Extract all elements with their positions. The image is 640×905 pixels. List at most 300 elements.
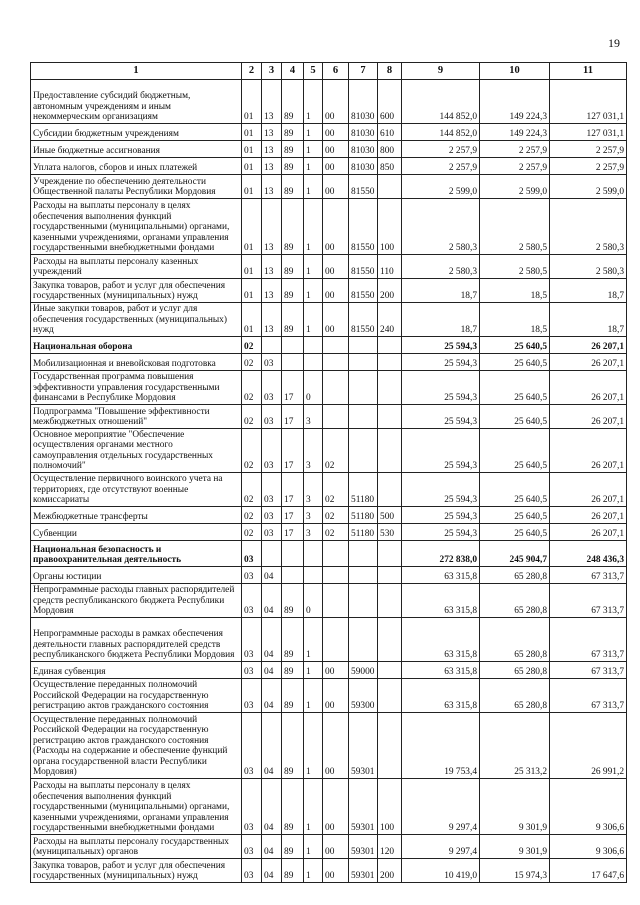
code-cell bbox=[378, 175, 402, 199]
code-cell bbox=[323, 618, 349, 662]
amount-cell: 67 313,7 bbox=[550, 618, 627, 662]
code-cell: 00 bbox=[323, 779, 349, 835]
code-cell: 04 bbox=[262, 584, 282, 618]
code-cell bbox=[282, 567, 304, 584]
row-label: Субвенции bbox=[31, 524, 242, 541]
code-cell: 13 bbox=[262, 303, 282, 337]
code-cell: 3 bbox=[304, 405, 323, 429]
code-cell: 1 bbox=[304, 713, 323, 779]
code-cell: 3 bbox=[304, 429, 323, 473]
code-cell: 00 bbox=[323, 713, 349, 779]
code-cell bbox=[378, 662, 402, 679]
code-cell: 17 bbox=[282, 429, 304, 473]
code-cell: 120 bbox=[378, 835, 402, 859]
code-cell: 03 bbox=[262, 507, 282, 524]
amount-cell: 26 207,1 bbox=[550, 354, 627, 371]
code-cell: 01 bbox=[242, 124, 262, 141]
table-row bbox=[31, 584, 627, 618]
code-cell bbox=[323, 541, 349, 567]
code-cell: 13 bbox=[262, 124, 282, 141]
code-cell: 01 bbox=[242, 303, 262, 337]
amount-cell: 67 313,7 bbox=[550, 584, 627, 618]
amount-cell: 2 580,3 bbox=[402, 255, 480, 279]
code-cell bbox=[282, 354, 304, 371]
amount-cell: 65 280,8 bbox=[480, 679, 550, 713]
amount-cell: 26 207,1 bbox=[550, 371, 627, 405]
amount-cell: 17 647,6 bbox=[550, 859, 627, 883]
code-cell: 00 bbox=[323, 175, 349, 199]
row-label: Расходы на выплаты персоналу в целях обеспечения выполнения функций государственными (муниципальными) органами, казенными учреждениями, органами управления государственными внебюджетными фондами bbox=[31, 199, 242, 255]
code-cell: 850 bbox=[378, 158, 402, 175]
code-cell: 110 bbox=[378, 255, 402, 279]
code-cell bbox=[282, 337, 304, 354]
code-cell: 00 bbox=[323, 662, 349, 679]
code-cell: 13 bbox=[262, 80, 282, 124]
row-label: Субсидии бюджетным учреждениям bbox=[31, 124, 242, 141]
code-cell: 530 bbox=[378, 524, 402, 541]
code-cell: 00 bbox=[323, 835, 349, 859]
code-cell bbox=[323, 337, 349, 354]
column-header-5: 5 bbox=[304, 63, 323, 80]
amount-cell: 15 974,3 bbox=[480, 859, 550, 883]
table-row bbox=[31, 199, 627, 255]
code-cell bbox=[378, 371, 402, 405]
code-cell bbox=[378, 584, 402, 618]
code-cell: 51180 bbox=[349, 507, 378, 524]
header-row bbox=[31, 63, 627, 80]
code-cell bbox=[323, 354, 349, 371]
code-cell: 13 bbox=[262, 279, 282, 303]
table-row bbox=[31, 175, 627, 199]
column-header-6: 6 bbox=[323, 63, 349, 80]
amount-cell: 25 313,2 bbox=[480, 713, 550, 779]
amount-cell: 67 313,7 bbox=[550, 679, 627, 713]
code-cell: 13 bbox=[262, 158, 282, 175]
code-cell: 600 bbox=[378, 80, 402, 124]
amount-cell: 25 594,3 bbox=[402, 354, 480, 371]
row-label: Непрограммные расходы главных распорядителей средств республиканского бюджета Республики Мордовия bbox=[31, 584, 242, 618]
amount-cell: 25 594,3 bbox=[402, 524, 480, 541]
amount-cell: 25 594,3 bbox=[402, 337, 480, 354]
code-cell bbox=[262, 337, 282, 354]
code-cell: 00 bbox=[323, 158, 349, 175]
code-cell: 17 bbox=[282, 371, 304, 405]
amount-cell: 25 640,5 bbox=[480, 405, 550, 429]
amount-cell: 63 315,8 bbox=[402, 567, 480, 584]
table-row bbox=[31, 567, 627, 584]
table-row bbox=[31, 618, 627, 662]
table-row bbox=[31, 354, 627, 371]
code-cell: 02 bbox=[323, 524, 349, 541]
amount-cell: 65 280,8 bbox=[480, 662, 550, 679]
row-label: Предоставление субсидий бюджетным, автономным учреждениям и иным некоммерческим организациям bbox=[31, 80, 242, 124]
column-header-11: 11 bbox=[550, 63, 627, 80]
amount-cell: 248 436,3 bbox=[550, 541, 627, 567]
code-cell: 3 bbox=[304, 473, 323, 507]
code-cell: 03 bbox=[262, 524, 282, 541]
code-cell bbox=[323, 371, 349, 405]
code-cell: 01 bbox=[242, 158, 262, 175]
code-cell: 02 bbox=[323, 473, 349, 507]
amount-cell: 2 580,3 bbox=[402, 199, 480, 255]
amount-cell: 25 640,5 bbox=[480, 473, 550, 507]
row-label: Расходы на выплаты персоналу казенных учреждений bbox=[31, 255, 242, 279]
code-cell: 81550 bbox=[349, 255, 378, 279]
code-cell: 04 bbox=[262, 779, 282, 835]
code-cell: 04 bbox=[262, 567, 282, 584]
code-cell bbox=[304, 567, 323, 584]
table-row bbox=[31, 429, 627, 473]
column-header-8: 8 bbox=[378, 63, 402, 80]
code-cell: 59300 bbox=[349, 679, 378, 713]
amount-cell: 25 640,5 bbox=[480, 371, 550, 405]
amount-cell: 149 224,3 bbox=[480, 80, 550, 124]
code-cell: 89 bbox=[282, 199, 304, 255]
table-row bbox=[31, 405, 627, 429]
code-cell: 02 bbox=[242, 371, 262, 405]
table-row bbox=[31, 473, 627, 507]
table-row bbox=[31, 662, 627, 679]
code-cell: 03 bbox=[242, 713, 262, 779]
amount-cell: 9 301,9 bbox=[480, 835, 550, 859]
row-label: Основное мероприятие "Обеспечение осуществления органами местного самоуправления отдельных государственных полномочий" bbox=[31, 429, 242, 473]
table-row bbox=[31, 371, 627, 405]
code-cell: 89 bbox=[282, 618, 304, 662]
code-cell bbox=[262, 541, 282, 567]
row-label: Национальная оборона bbox=[31, 337, 242, 354]
code-cell bbox=[349, 371, 378, 405]
code-cell: 01 bbox=[242, 141, 262, 158]
code-cell: 00 bbox=[323, 859, 349, 883]
row-label: Подпрограмма "Повышение эффективности межбюджетных отношений" bbox=[31, 405, 242, 429]
amount-cell: 67 313,7 bbox=[550, 567, 627, 584]
amount-cell: 9 301,9 bbox=[480, 779, 550, 835]
code-cell: 03 bbox=[262, 429, 282, 473]
code-cell: 02 bbox=[242, 524, 262, 541]
code-cell: 51180 bbox=[349, 524, 378, 541]
row-label: Единая субвенция bbox=[31, 662, 242, 679]
amount-cell: 26 207,1 bbox=[550, 405, 627, 429]
code-cell: 89 bbox=[282, 175, 304, 199]
code-cell: 59301 bbox=[349, 859, 378, 883]
row-label: Мобилизационная и вневойсковая подготовка bbox=[31, 354, 242, 371]
row-label: Закупка товаров, работ и услуг для обеспечения государственных (муниципальных) нужд bbox=[31, 859, 242, 883]
row-label: Осуществление переданных полномочий Российской Федерации на государственную регистрацию актов гражданского состояния bbox=[31, 679, 242, 713]
code-cell: 81030 bbox=[349, 80, 378, 124]
code-cell bbox=[282, 541, 304, 567]
row-label: Осуществление переданных полномочий Российской Федерации на государственную регистрацию актов гражданского состояния (Расходы на содержание и обеспечение функций органа государственной власти Республики Мордовия) bbox=[31, 713, 242, 779]
code-cell: 01 bbox=[242, 279, 262, 303]
code-cell: 01 bbox=[242, 80, 262, 124]
table-row bbox=[31, 337, 627, 354]
code-cell: 89 bbox=[282, 303, 304, 337]
code-cell: 01 bbox=[242, 175, 262, 199]
row-label: Расходы на выплаты персоналу в целях обеспечения выполнения функций государственными (муниципальными) органами, казенными учреждениями, органами управления государственными внебюджетными фондами bbox=[31, 779, 242, 835]
amount-cell: 26 207,1 bbox=[550, 507, 627, 524]
code-cell: 13 bbox=[262, 141, 282, 158]
amount-cell: 26 991,2 bbox=[550, 713, 627, 779]
table-row bbox=[31, 713, 627, 779]
code-cell bbox=[349, 429, 378, 473]
amount-cell: 2 580,3 bbox=[550, 199, 627, 255]
code-cell: 02 bbox=[242, 354, 262, 371]
code-cell: 03 bbox=[242, 618, 262, 662]
row-label: Иные бюджетные ассигнования bbox=[31, 141, 242, 158]
table-row bbox=[31, 279, 627, 303]
amount-cell: 149 224,3 bbox=[480, 124, 550, 141]
code-cell: 1 bbox=[304, 679, 323, 713]
amount-cell: 63 315,8 bbox=[402, 662, 480, 679]
code-cell bbox=[378, 618, 402, 662]
code-cell bbox=[378, 541, 402, 567]
code-cell: 89 bbox=[282, 859, 304, 883]
code-cell: 240 bbox=[378, 303, 402, 337]
code-cell bbox=[349, 567, 378, 584]
code-cell: 1 bbox=[304, 859, 323, 883]
code-cell: 04 bbox=[262, 618, 282, 662]
table-row bbox=[31, 835, 627, 859]
code-cell bbox=[378, 713, 402, 779]
column-header-9: 9 bbox=[402, 63, 480, 80]
row-label: Закупка товаров, работ и услуг для обеспечения государственных (муниципальных) нужд bbox=[31, 279, 242, 303]
amount-cell: 2 257,9 bbox=[480, 141, 550, 158]
amount-cell: 2 599,0 bbox=[402, 175, 480, 199]
table-row bbox=[31, 859, 627, 883]
code-cell: 03 bbox=[242, 662, 262, 679]
row-label: Национальная безопасность и правоохранительная деятельность bbox=[31, 541, 242, 567]
column-header-1: 1 bbox=[31, 63, 242, 80]
amount-cell: 25 594,3 bbox=[402, 371, 480, 405]
code-cell: 03 bbox=[242, 779, 262, 835]
row-label: Государственная программа повышения эффективности управления государственными финансами в Республике Мордовия bbox=[31, 371, 242, 405]
code-cell bbox=[378, 473, 402, 507]
row-label: Межбюджетные трансферты bbox=[31, 507, 242, 524]
code-cell bbox=[349, 354, 378, 371]
amount-cell: 25 594,3 bbox=[402, 507, 480, 524]
code-cell: 03 bbox=[242, 584, 262, 618]
amount-cell: 144 852,0 bbox=[402, 124, 480, 141]
code-cell: 02 bbox=[242, 507, 262, 524]
code-cell bbox=[349, 584, 378, 618]
code-cell bbox=[323, 567, 349, 584]
page-number: 19 bbox=[608, 36, 620, 50]
code-cell: 04 bbox=[262, 679, 282, 713]
code-cell: 03 bbox=[242, 567, 262, 584]
code-cell: 00 bbox=[323, 679, 349, 713]
code-cell: 81030 bbox=[349, 124, 378, 141]
code-cell: 500 bbox=[378, 507, 402, 524]
code-cell: 1 bbox=[304, 141, 323, 158]
amount-cell: 9 306,6 bbox=[550, 835, 627, 859]
code-cell: 03 bbox=[242, 859, 262, 883]
code-cell bbox=[349, 618, 378, 662]
code-cell: 02 bbox=[242, 405, 262, 429]
code-cell: 89 bbox=[282, 255, 304, 279]
code-cell: 89 bbox=[282, 158, 304, 175]
table-row bbox=[31, 507, 627, 524]
code-cell: 01 bbox=[242, 199, 262, 255]
row-label: Непрограммные расходы в рамках обеспечения деятельности главных распорядителей средств республиканского бюджета Республики Мордовия bbox=[31, 618, 242, 662]
code-cell: 17 bbox=[282, 405, 304, 429]
code-cell: 81550 bbox=[349, 175, 378, 199]
code-cell: 59301 bbox=[349, 713, 378, 779]
code-cell: 00 bbox=[323, 124, 349, 141]
amount-cell: 18,5 bbox=[480, 303, 550, 337]
code-cell: 1 bbox=[304, 303, 323, 337]
code-cell: 03 bbox=[262, 473, 282, 507]
code-cell bbox=[378, 337, 402, 354]
code-cell: 81550 bbox=[349, 199, 378, 255]
code-cell: 04 bbox=[262, 859, 282, 883]
code-cell bbox=[349, 405, 378, 429]
code-cell: 1 bbox=[304, 279, 323, 303]
amount-cell: 18,7 bbox=[550, 279, 627, 303]
code-cell: 89 bbox=[282, 779, 304, 835]
amount-cell: 63 315,8 bbox=[402, 679, 480, 713]
code-cell: 1 bbox=[304, 835, 323, 859]
amount-cell: 272 838,0 bbox=[402, 541, 480, 567]
row-label: Осуществление первичного воинского учета на территориях, где отсутствуют военные комиссариаты bbox=[31, 473, 242, 507]
amount-cell: 2 257,9 bbox=[550, 141, 627, 158]
amount-cell: 2 257,9 bbox=[480, 158, 550, 175]
amount-cell: 2 599,0 bbox=[480, 175, 550, 199]
code-cell: 59301 bbox=[349, 779, 378, 835]
amount-cell: 26 207,1 bbox=[550, 524, 627, 541]
code-cell: 02 bbox=[242, 337, 262, 354]
amount-cell: 2 580,5 bbox=[480, 255, 550, 279]
code-cell: 89 bbox=[282, 279, 304, 303]
code-cell: 04 bbox=[262, 713, 282, 779]
code-cell: 0 bbox=[304, 371, 323, 405]
amount-cell: 65 280,8 bbox=[480, 618, 550, 662]
code-cell: 59000 bbox=[349, 662, 378, 679]
amount-cell: 127 031,1 bbox=[550, 80, 627, 124]
table-row bbox=[31, 255, 627, 279]
column-header-10: 10 bbox=[480, 63, 550, 80]
amount-cell: 18,7 bbox=[402, 303, 480, 337]
amount-cell: 25 594,3 bbox=[402, 473, 480, 507]
code-cell: 1 bbox=[304, 158, 323, 175]
amount-cell: 2 599,0 bbox=[550, 175, 627, 199]
code-cell: 59301 bbox=[349, 835, 378, 859]
amount-cell: 26 207,1 bbox=[550, 429, 627, 473]
amount-cell: 10 419,0 bbox=[402, 859, 480, 883]
amount-cell: 9 297,4 bbox=[402, 835, 480, 859]
table-row bbox=[31, 541, 627, 567]
amount-cell: 9 297,4 bbox=[402, 779, 480, 835]
amount-cell: 25 594,3 bbox=[402, 429, 480, 473]
code-cell: 13 bbox=[262, 255, 282, 279]
row-label: Учреждение по обеспечению деятельности Общественной палаты Республики Мордовия bbox=[31, 175, 242, 199]
code-cell: 13 bbox=[262, 199, 282, 255]
code-cell: 00 bbox=[323, 141, 349, 158]
code-cell: 1 bbox=[304, 779, 323, 835]
amount-cell: 67 313,7 bbox=[550, 662, 627, 679]
amount-cell: 65 280,8 bbox=[480, 584, 550, 618]
code-cell: 3 bbox=[304, 524, 323, 541]
amount-cell: 2 257,9 bbox=[402, 158, 480, 175]
amount-cell: 2 580,5 bbox=[480, 199, 550, 255]
code-cell: 610 bbox=[378, 124, 402, 141]
code-cell: 89 bbox=[282, 835, 304, 859]
amount-cell: 144 852,0 bbox=[402, 80, 480, 124]
code-cell: 03 bbox=[242, 541, 262, 567]
code-cell: 17 bbox=[282, 524, 304, 541]
code-cell: 1 bbox=[304, 255, 323, 279]
table-row bbox=[31, 158, 627, 175]
amount-cell: 2 257,9 bbox=[402, 141, 480, 158]
code-cell: 89 bbox=[282, 80, 304, 124]
code-cell: 81030 bbox=[349, 141, 378, 158]
amount-cell: 25 640,5 bbox=[480, 337, 550, 354]
code-cell: 89 bbox=[282, 662, 304, 679]
code-cell: 89 bbox=[282, 141, 304, 158]
table-row bbox=[31, 303, 627, 337]
amount-cell: 127 031,1 bbox=[550, 124, 627, 141]
code-cell bbox=[349, 541, 378, 567]
amount-cell: 26 207,1 bbox=[550, 473, 627, 507]
code-cell bbox=[323, 584, 349, 618]
column-header-4: 4 bbox=[282, 63, 304, 80]
table-row bbox=[31, 679, 627, 713]
code-cell bbox=[323, 405, 349, 429]
code-cell bbox=[304, 354, 323, 371]
amount-cell: 2 257,9 bbox=[550, 158, 627, 175]
code-cell: 00 bbox=[323, 279, 349, 303]
code-cell: 3 bbox=[304, 507, 323, 524]
code-cell: 200 bbox=[378, 859, 402, 883]
code-cell bbox=[304, 541, 323, 567]
code-cell: 200 bbox=[378, 279, 402, 303]
amount-cell: 63 315,8 bbox=[402, 618, 480, 662]
code-cell: 03 bbox=[242, 679, 262, 713]
amount-cell: 25 640,5 bbox=[480, 429, 550, 473]
code-cell: 04 bbox=[262, 662, 282, 679]
code-cell: 1 bbox=[304, 80, 323, 124]
code-cell: 1 bbox=[304, 175, 323, 199]
code-cell: 00 bbox=[323, 255, 349, 279]
table-row bbox=[31, 524, 627, 541]
code-cell: 00 bbox=[323, 303, 349, 337]
code-cell bbox=[349, 337, 378, 354]
column-header-3: 3 bbox=[262, 63, 282, 80]
code-cell: 81030 bbox=[349, 158, 378, 175]
code-cell: 02 bbox=[242, 429, 262, 473]
code-cell: 00 bbox=[323, 199, 349, 255]
amount-cell: 18,7 bbox=[550, 303, 627, 337]
code-cell: 17 bbox=[282, 473, 304, 507]
row-label: Расходы на выплаты персоналу государственных (муниципальных) органов bbox=[31, 835, 242, 859]
code-cell: 04 bbox=[262, 835, 282, 859]
code-cell: 89 bbox=[282, 584, 304, 618]
code-cell: 100 bbox=[378, 199, 402, 255]
code-cell: 100 bbox=[378, 779, 402, 835]
code-cell: 13 bbox=[262, 175, 282, 199]
code-cell bbox=[378, 405, 402, 429]
code-cell: 03 bbox=[262, 354, 282, 371]
amount-cell: 2 580,3 bbox=[550, 255, 627, 279]
code-cell: 0 bbox=[304, 584, 323, 618]
amount-cell: 18,5 bbox=[480, 279, 550, 303]
code-cell: 02 bbox=[242, 473, 262, 507]
code-cell: 81550 bbox=[349, 279, 378, 303]
amount-cell: 9 306,6 bbox=[550, 779, 627, 835]
code-cell bbox=[378, 429, 402, 473]
code-cell: 51180 bbox=[349, 473, 378, 507]
amount-cell: 26 207,1 bbox=[550, 337, 627, 354]
code-cell: 1 bbox=[304, 618, 323, 662]
amount-cell: 25 640,5 bbox=[480, 354, 550, 371]
